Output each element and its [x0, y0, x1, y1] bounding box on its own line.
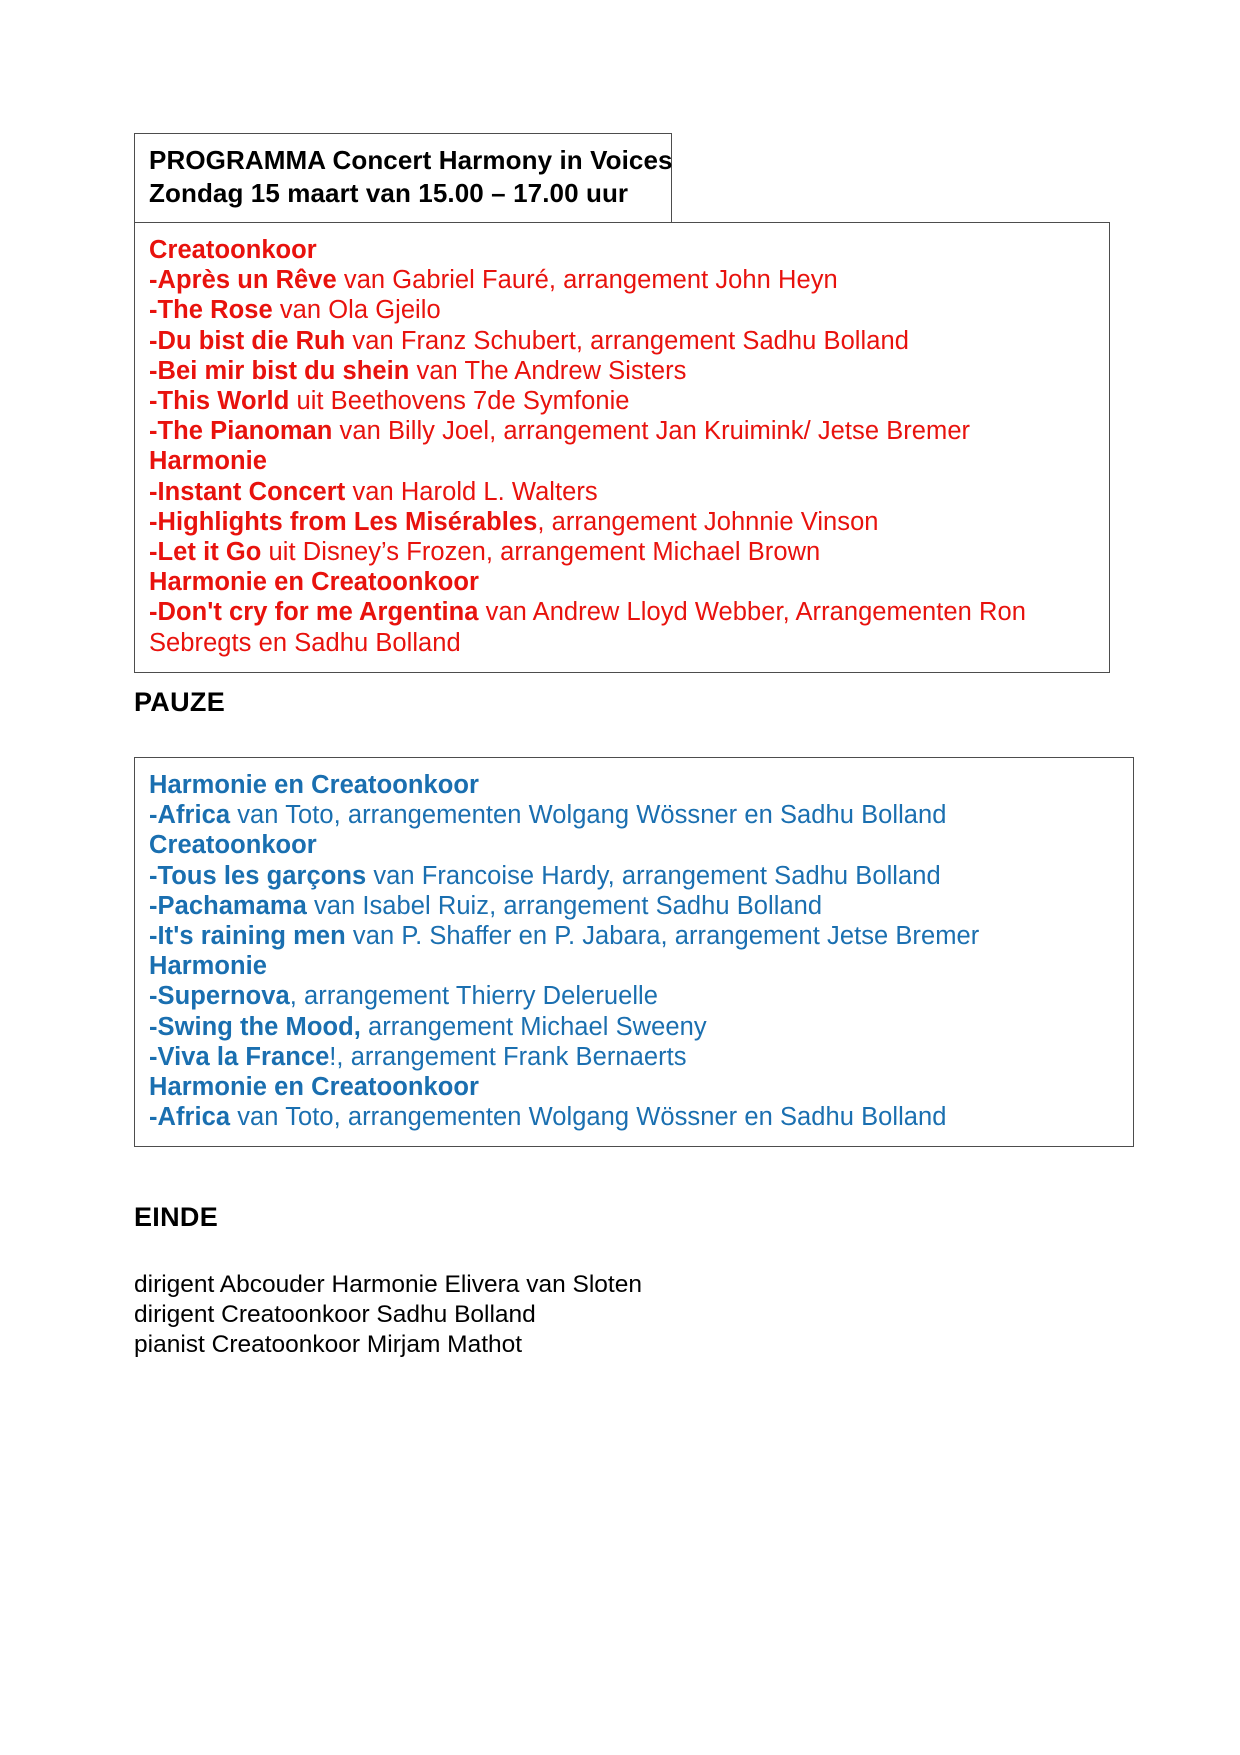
program-entry-detail: !, arrangement Frank Bernaerts [329, 1042, 687, 1071]
program-entry-title: -Du bist die Ruh [149, 326, 346, 355]
program-entry-title: -Africa [149, 1103, 231, 1132]
program-entry [149, 598, 1033, 656]
program-entry-title: -The Rose [149, 296, 273, 325]
program-entry [149, 801, 947, 829]
program-entry [149, 266, 838, 294]
program-entry [149, 1013, 707, 1041]
program-entry [149, 538, 820, 566]
program-part2-box [134, 757, 1134, 1147]
program-entry [149, 417, 970, 445]
program-entry-detail: , arrangement Thierry Deleruelle [289, 982, 658, 1011]
program-entry-title: -Instant Concert [149, 477, 346, 506]
credits-block [134, 1270, 834, 1360]
program-entry-detail: arrangement Michael Sweeny [360, 1012, 707, 1041]
program-entry [149, 357, 686, 385]
program-entry-detail: van Billy Joel, arrangement Jan Kruimink/ Jetse Bremer [332, 417, 971, 446]
program-entry [149, 236, 317, 264]
program-part1-lines [149, 235, 1095, 658]
program-entry-title: -Swing the Mood, [149, 1012, 361, 1041]
program-title-line-1: PROGRAMMA Concert Harmony in Voices [149, 145, 673, 175]
program-entry-detail: van Toto, arrangementen Wolgang Wössner en Sadhu Bolland [230, 801, 947, 830]
program-entry-title: -It's raining men [149, 922, 346, 951]
program-entry-title: Harmonie [149, 952, 268, 981]
program-entry-title: -Après un Rêve [149, 266, 337, 295]
program-entry [149, 327, 909, 355]
program-entry [149, 952, 267, 980]
program-entry [149, 862, 941, 890]
program-entry [149, 982, 658, 1010]
program-entry-detail: uit Disney’s Frozen, arrangement Michael Brown [261, 538, 821, 567]
program-entry-title: Harmonie [149, 447, 268, 476]
einde-heading: EINDE [134, 1202, 219, 1232]
program-entry-title: -Don't cry for me Argentina [149, 598, 479, 627]
program-entry [149, 296, 441, 324]
program-entry-title: Harmonie en Creatoonkoor [149, 771, 479, 799]
pauze-heading: PAUZE [134, 687, 226, 717]
program-entry-title: -Africa [149, 801, 231, 830]
program-entry-title: -Supernova [149, 982, 290, 1011]
credit-line: dirigent Abcouder Harmonie Elivera van Sloten [134, 1271, 642, 1298]
program-entry-title: -Highlights from Les Misérables [149, 507, 538, 536]
program-title-box [134, 133, 672, 223]
program-entry [149, 387, 630, 415]
program-entry-detail: van Toto, arrangementen Wolgang Wössner en Sadhu Bolland [230, 1103, 947, 1132]
program-entry-detail: van Andrew Lloyd Webber, Arrangementen Ron Sebregts en Sadhu Bolland [149, 598, 1034, 657]
credit-line: dirigent Creatoonkoor Sadhu Bolland [134, 1301, 536, 1328]
credit-line: pianist Creatoonkoor Mirjam Mathot [134, 1331, 523, 1358]
program-entry-title: -Let it Go [149, 538, 262, 567]
program-entry-title: -Tous les garçons [149, 861, 367, 890]
program-entry-detail: , arrangement Johnnie Vinson [537, 507, 879, 536]
program-entry-detail: van The Andrew Sisters [409, 356, 687, 385]
program-entry-title: -Viva la France [149, 1042, 330, 1071]
program-entry-detail: van Ola Gjeilo [272, 296, 441, 325]
program-entry-detail: van Isabel Ruiz, arrangement Sadhu Bolland [306, 891, 823, 920]
program-entry [149, 478, 598, 506]
program-entry-title: -Pachamama [149, 891, 307, 920]
program-part2-lines [149, 770, 1119, 1132]
program-entry-detail: van Franz Schubert, arrangement Sadhu Bolland [345, 326, 909, 355]
program-entry [149, 1043, 687, 1071]
program-entry [149, 508, 879, 536]
program-entry-detail: van P. Shaffer en P. Jabara, arrangement Jetse Bremer [345, 922, 980, 951]
program-entry [149, 771, 479, 799]
program-entry [149, 892, 822, 920]
program-entry [149, 922, 979, 950]
program-entry [149, 831, 317, 859]
program-entry-title: Harmonie en Creatoonkoor [149, 568, 479, 597]
program-entry-title: Harmonie en Creatoonkoor [149, 1073, 479, 1102]
program-entry-title: -The Pianoman [149, 417, 333, 446]
program-title-line-2: Zondag 15 maart van 15.00 – 17.00 uur [149, 178, 629, 208]
program-entry [149, 568, 479, 596]
program-entry-title: Creatoonkoor [149, 236, 317, 264]
program-entry-detail: van Harold L. Walters [345, 477, 598, 506]
program-entry [149, 1103, 947, 1131]
program-entry-detail: van Gabriel Fauré, arrangement John Heyn [336, 266, 838, 295]
program-entry-title: -Bei mir bist du shein [149, 356, 410, 385]
program-entry [149, 1073, 479, 1101]
program-entry-detail: van Francoise Hardy, arrangement Sadhu Bolland [366, 861, 941, 890]
program-part1-box [134, 222, 1110, 673]
program-entry-title: -This World [149, 387, 290, 416]
program-entry-title: Creatoonkoor [149, 831, 317, 860]
program-entry-detail: uit Beethovens 7de Symfonie [289, 387, 630, 416]
program-entry [149, 447, 267, 475]
